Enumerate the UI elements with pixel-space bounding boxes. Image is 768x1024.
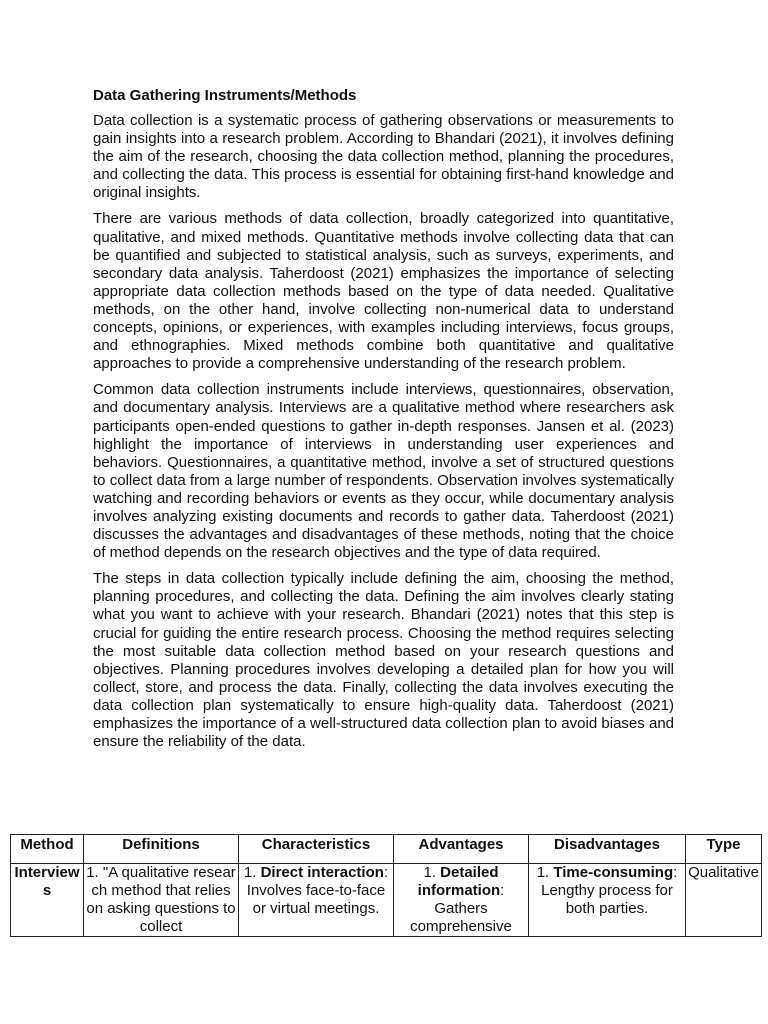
method-name: Interviews bbox=[14, 864, 80, 899]
cell-definitions bbox=[84, 864, 239, 937]
methods-table bbox=[10, 834, 762, 937]
paragraph-4: The steps in data collection typically include defining the aim, choosing the method, planning procedures, and collecting the data. Defining the aim involves clearly stating what you want to achieve with your research. Bhandari (2021) notes that this step is crucial for guiding the entire research process. Choosing the method requires selecting the most suitable data collection method based on your research questions and objectives. Planning procedures involves developing a detailed plan for how you will collect, store, and process the data. Finally, collecting the data involves executing the data collection plan systematically to ensure high-quality data. Taherdoost (2021) emphasizes the importance of a well-structured data collection plan to avoid biases and ensure the reliability of the data. bbox=[93, 570, 674, 751]
characteristic-desc: : Involves face-to-face or virtual meetings. bbox=[246, 864, 389, 917]
header-definitions: Definitions bbox=[84, 835, 239, 864]
advantage-number: 1. bbox=[423, 864, 436, 881]
cell-characteristics bbox=[239, 864, 394, 937]
characteristic-number: 1. bbox=[243, 864, 257, 881]
header-characteristics: Characteristics bbox=[239, 835, 394, 864]
header-type: Type bbox=[686, 835, 762, 864]
cell-disadvantages bbox=[529, 864, 686, 937]
advantage-term: Detailed information bbox=[417, 864, 501, 899]
document-body bbox=[93, 85, 674, 759]
characteristic-term: Direct interaction bbox=[260, 864, 384, 881]
table-header-row bbox=[11, 835, 762, 864]
table-row bbox=[11, 864, 762, 937]
paragraph-1: Data collection is a systematic process of gathering observations or measurements to gain insights into a research problem. According to Bhandari (2021), it involves defining the aim of the research, choosing the data collection method, planning the procedures, and collecting the data. This process is essential for obtaining first-hand knowledge and original insights. bbox=[93, 112, 674, 202]
cell-advantages bbox=[394, 864, 529, 937]
section-title: Data Gathering Instruments/Methods bbox=[93, 87, 357, 104]
cell-method bbox=[11, 864, 84, 937]
definition-text: 1. "A qualitative research method that relies on asking questions to collect bbox=[86, 864, 236, 935]
disadvantage-term: Time-consuming bbox=[553, 864, 674, 881]
header-method: Method bbox=[11, 835, 84, 864]
disadvantage-number: 1. bbox=[536, 864, 550, 881]
advantage-desc: : Gathers comprehensive bbox=[410, 882, 512, 935]
paragraph-2: There are various methods of data collection, broadly categorized into quantitative, qualitative, and mixed methods. Quantitative methods involve collecting data that can be quantified and subjected to statistical analysis, such as surveys, experiments, and secondary data analysis. Taherdoost (2021) emphasizes the importance of selecting appropriate data collection methods based on the type of data needed. Qualitative methods, on the other hand, involve collecting non-numerical data to understand concepts, opinions, or experiences, with examples including interviews, focus groups, and ethnographies. Mixed methods combine both quantitative and qualitative approaches to provide a comprehensive understanding of the research problem. bbox=[93, 210, 674, 373]
header-advantages: Advantages bbox=[394, 835, 529, 864]
disadvantage-desc: : Lengthy process for both parties. bbox=[541, 864, 678, 917]
type-label: Qualitative bbox=[688, 864, 759, 881]
header-disadvantages: Disadvantages bbox=[529, 835, 686, 864]
paragraph-3: Common data collection instruments include interviews, questionnaires, observation, and documentary analysis. Interviews are a qualitative method where researchers ask participants open-ended questions to gather in-depth responses. Jansen et al. (2023) highlight the importance of interviews in understanding user experiences and behaviors. Questionnaires, a quantitative method, involve a set of structured questions to collect data from a large number of respondents. Observation involves systematically watching and recording behaviors or events as they occur, while documentary analysis involves analyzing existing documents and records to gather data. Taherdoost (2021) discusses the advantages and disadvantages of these methods, noting that the choice of method depends on the research objectives and the type of data required. bbox=[93, 381, 674, 562]
cell-type bbox=[686, 864, 762, 937]
